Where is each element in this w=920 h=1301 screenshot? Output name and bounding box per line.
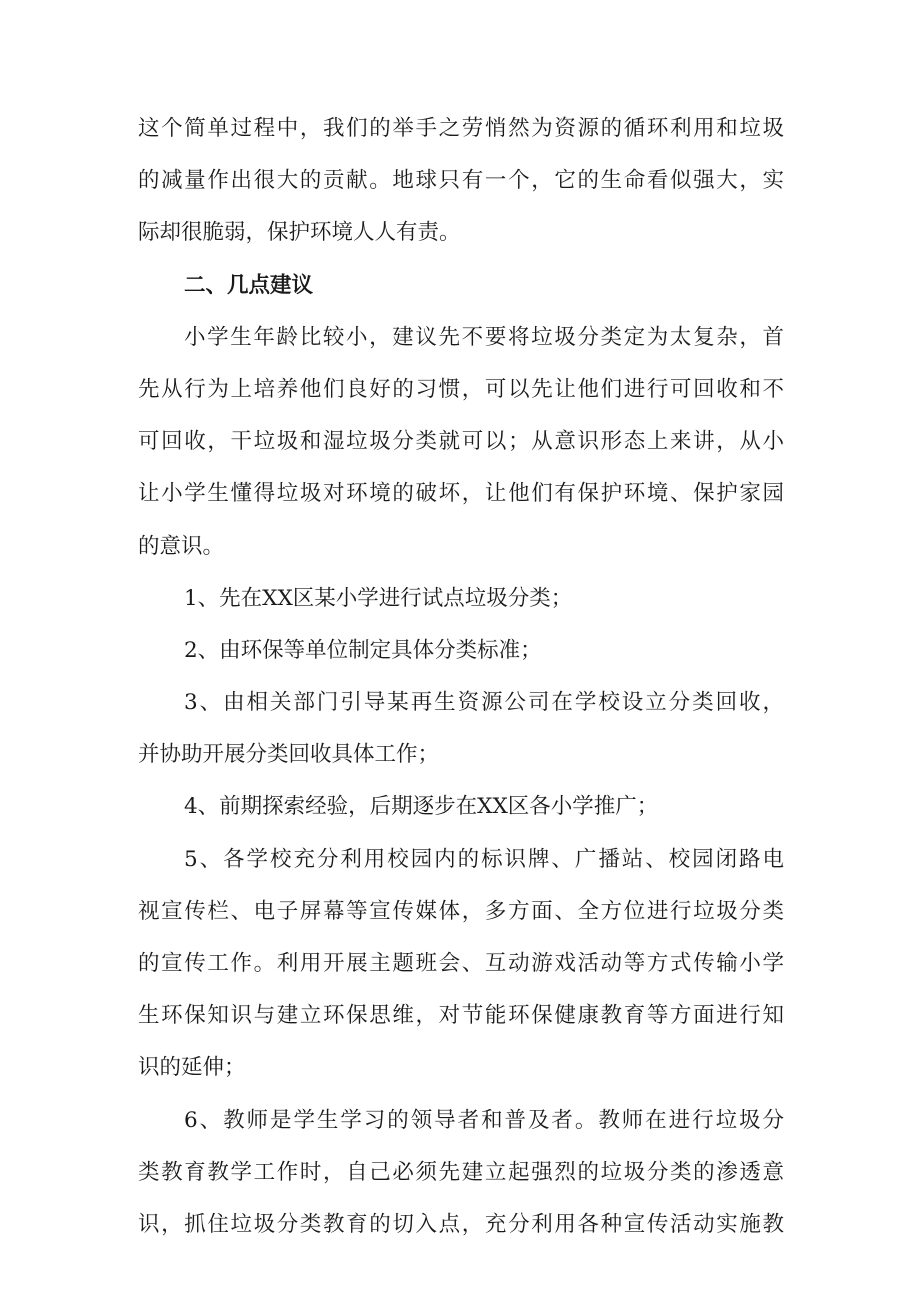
- list-item-5-continued: 的宣传工作。利用开展主题班会、互动游戏活动等方式传输小学: [138, 951, 784, 976]
- body-line: 小学生年龄比较小，建议先不要将垃圾分类定为太复杂，首: [184, 324, 784, 350]
- list-item-2: 2、由环保等单位制定具体分类标准；: [184, 637, 542, 663]
- list-item-4: 4、前期探索经验，后期逐步在XX区各小学推广；: [184, 794, 659, 820]
- list-item-3-continued: 并协助开展分类回收具体工作；: [138, 742, 440, 768]
- body-line: 这个简单过程中，我们的举手之劳悄然为资源的循环利用和垃圾: [138, 116, 784, 141]
- list-item-5-continued: 识的延伸；: [138, 1055, 246, 1081]
- list-item-6-continued: 类教育教学工作时，自己必须先建立起强烈的垃圾分类的渗透意: [138, 1159, 784, 1185]
- list-item-1: 1、先在XX区某小学进行试点垃圾分类；: [184, 585, 573, 611]
- list-item-5: 5、各学校充分利用校园内的标识牌、广播站、校园闭路电: [184, 846, 784, 872]
- list-item-6: 6、教师是学生学习的领导者和普及者。教师在进行垃圾分: [184, 1107, 784, 1133]
- list-item-6-continued: 识，抓住垃圾分类教育的切入点，充分利用各种宣传活动实施教: [138, 1211, 784, 1237]
- document-body: [138, 103, 784, 1251]
- body-line: 让小学生懂得垃圾对环境的破坏，让他们有保护环境、保护家园: [138, 481, 784, 507]
- body-line: 的减量作出很大的贡献。地球只有一个，它的生命看似强大，实: [138, 168, 784, 194]
- body-line: 可回收，干垃圾和湿垃圾分类就可以；从意识形态上来讲，从小: [138, 429, 784, 455]
- body-line: 际却很脆弱，保护环境人人有责。: [138, 220, 461, 246]
- list-item-5-continued: 生环保知识与建立环保思维，对节能环保健康教育等方面进行知: [138, 1003, 784, 1029]
- section-heading: 二、几点建议: [184, 272, 314, 298]
- list-item-3: 3、由相关部门引导某再生资源公司在学校设立分类回收，: [184, 690, 784, 716]
- body-line: 的意识。: [138, 533, 225, 559]
- list-item-5-continued: 视宣传栏、电子屏幕等宣传媒体，多方面、全方位进行垃圾分类: [138, 898, 784, 924]
- body-line: 先从行为上培养他们良好的习惯，可以先让他们进行可回收和不: [138, 376, 784, 402]
